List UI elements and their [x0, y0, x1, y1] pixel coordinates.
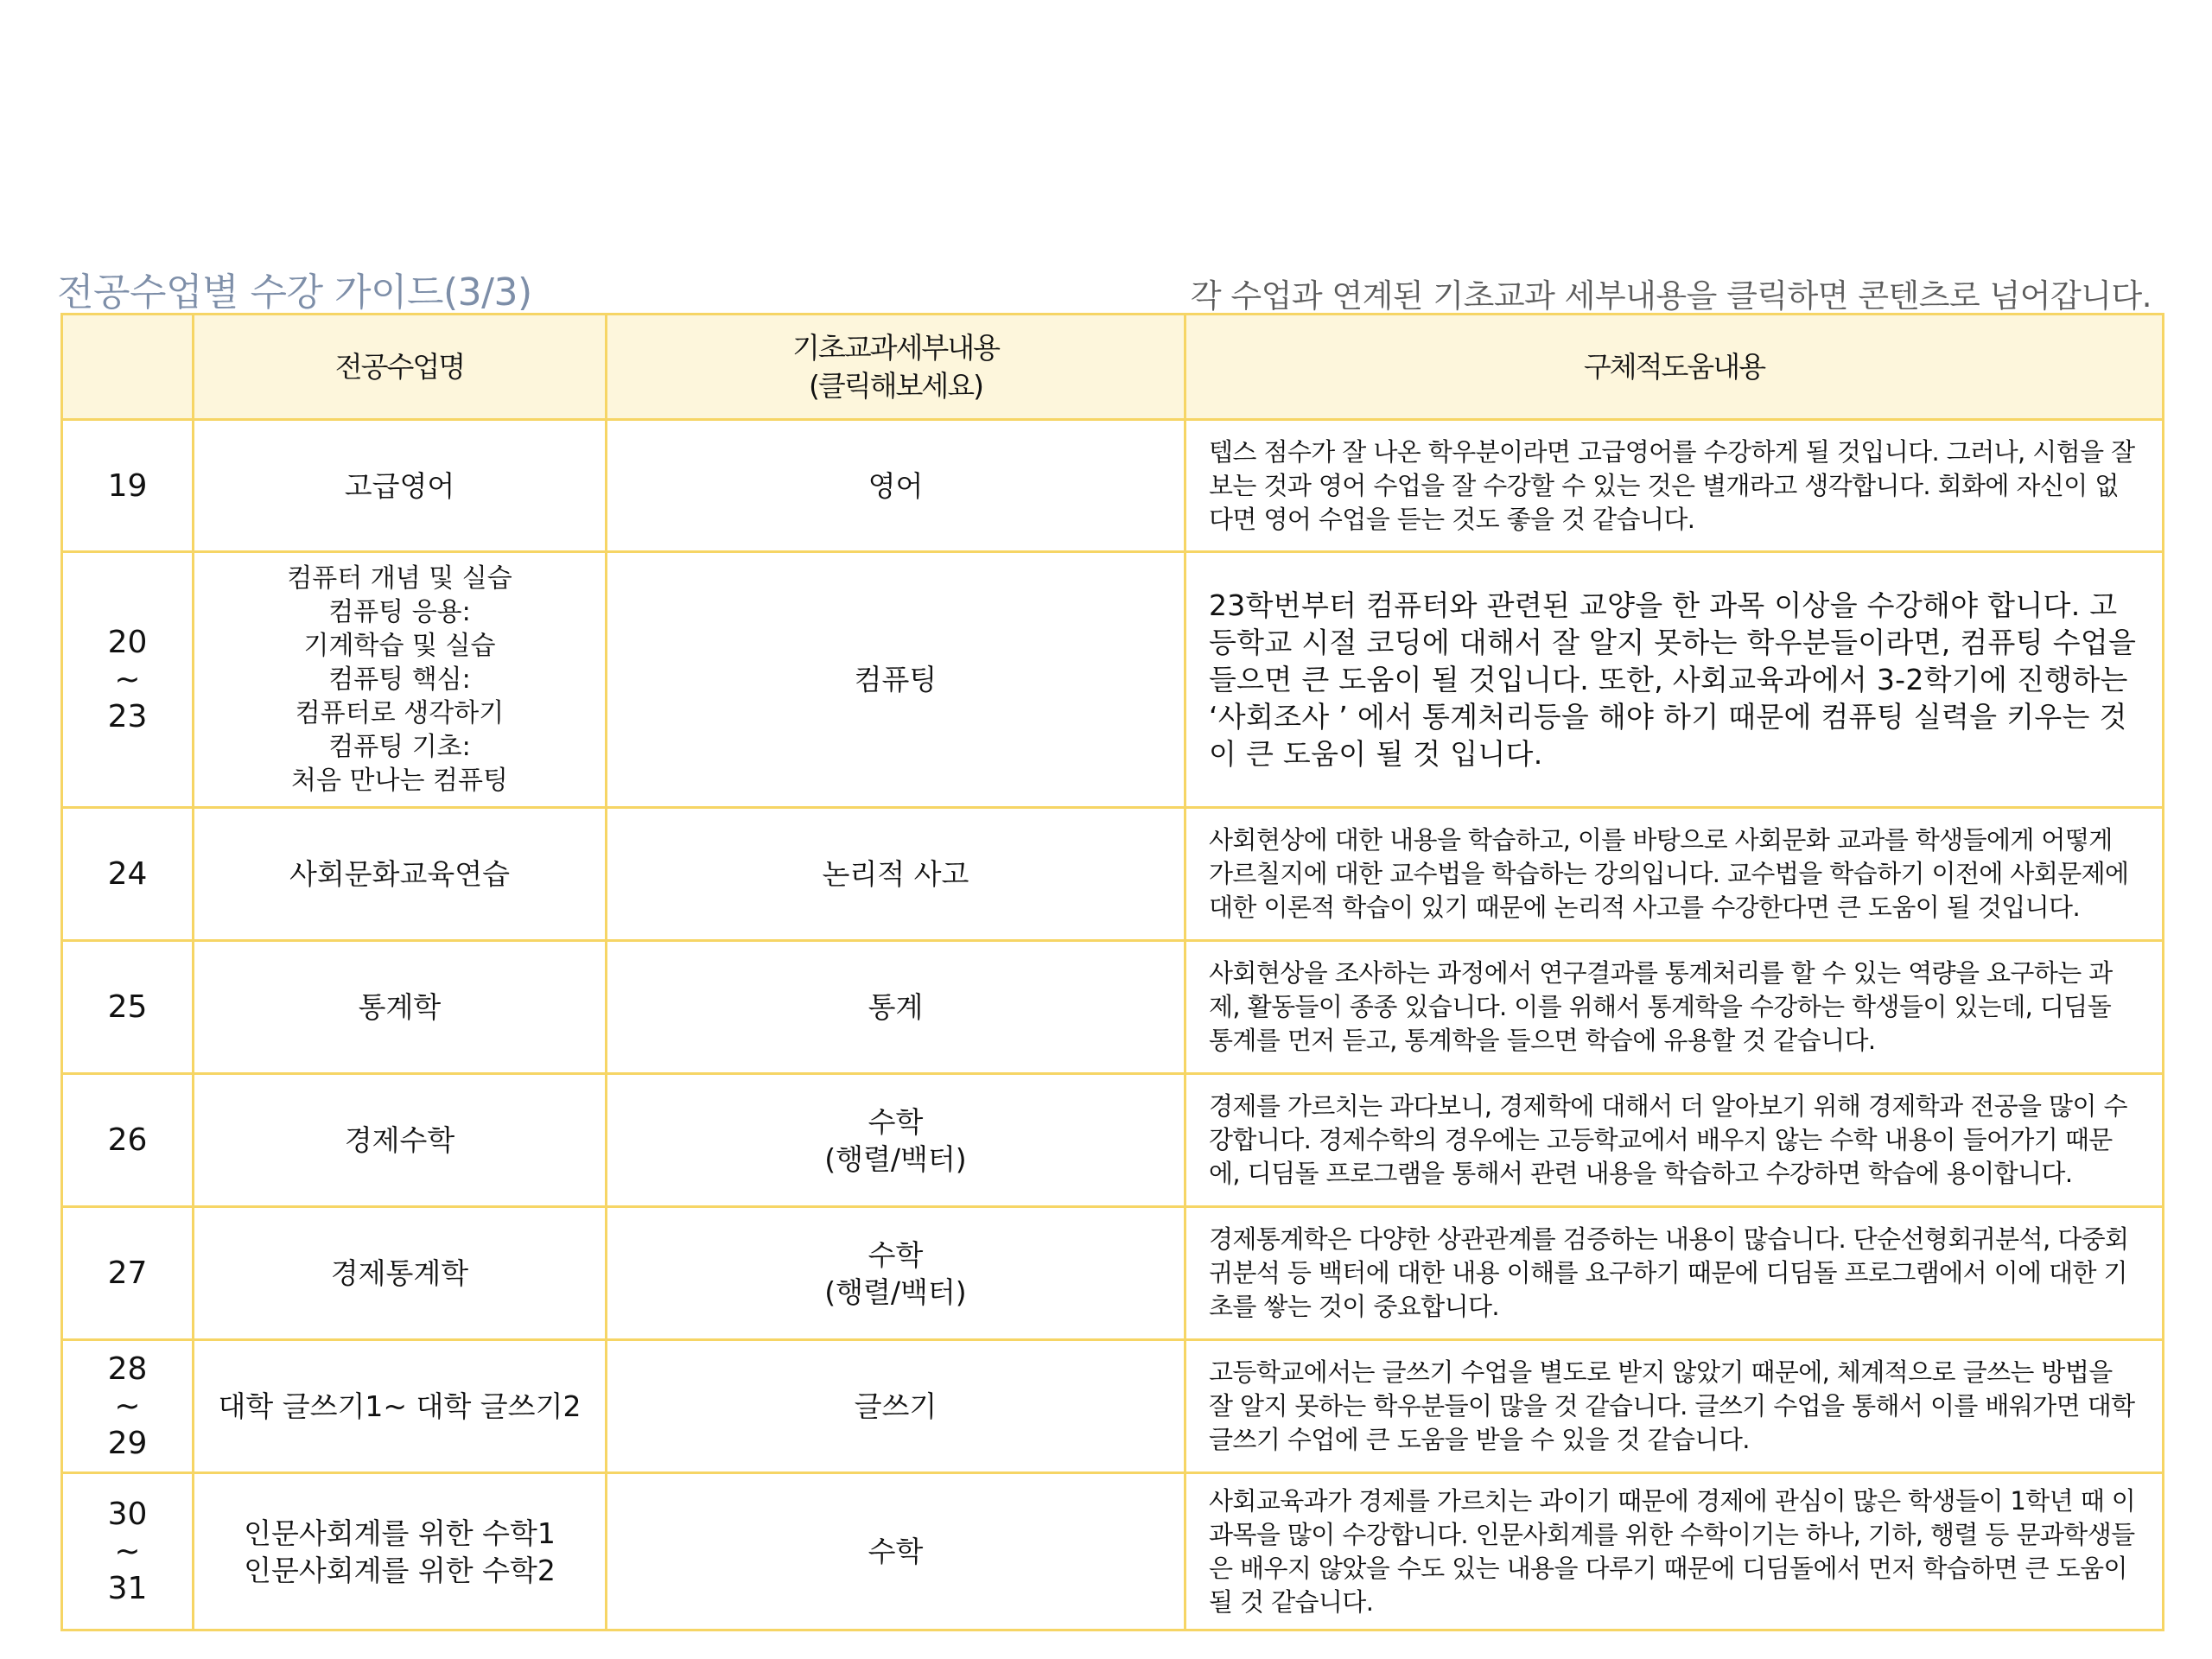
basic-content-link-line[interactable]: 통계 — [868, 990, 924, 1024]
course-name-line: 고급영어 — [344, 468, 455, 503]
course-name — [194, 1340, 607, 1473]
row-number-line: 27 — [107, 1255, 148, 1291]
header-basic-line1: 기초교과세부내용 — [791, 330, 1000, 365]
row-number-line: ~ — [114, 1389, 141, 1424]
course-name-line: 통계학 — [358, 990, 442, 1024]
row-number-line: 23 — [107, 699, 148, 734]
basic-content-link-line[interactable]: (행렬/백터) — [824, 1141, 967, 1176]
table-row — [62, 1340, 2164, 1473]
course-name — [194, 941, 607, 1074]
course-name-line: 처음 만나는 컴퓨팅 — [291, 766, 508, 796]
basic-content-link-line[interactable]: 수학 — [868, 1237, 924, 1272]
course-name — [194, 1074, 607, 1207]
basic-content-link-line[interactable]: 수학 — [868, 1535, 924, 1568]
row-number — [62, 420, 194, 552]
course-name-line: 기계학습 및 실습 — [303, 631, 496, 661]
header-course: 전공수업명 — [194, 315, 607, 420]
basic-content-link[interactable] — [607, 1473, 1185, 1630]
table-row — [62, 1207, 2164, 1340]
header-basic-content — [607, 315, 1185, 420]
row-number-line: 19 — [107, 467, 148, 504]
page-title: 전공수업별 수강 가이드(3/3) — [57, 270, 532, 315]
row-number — [62, 552, 194, 808]
table-row — [62, 941, 2164, 1074]
course-name-line: 컴퓨팅 핵심: — [328, 664, 471, 695]
basic-content-link[interactable] — [607, 941, 1185, 1074]
help-description: 고등학교에서는 글쓰기 수업을 별도로 받지 않았기 때문에, 체계적으로 글쓰는 방법을 잘 알지 못하는 학우분들이 많을 것 같습니다. 글쓰기 수업을 통해서 이를 배워가면 대학 글쓰기 수업에 큰 도움을 받을 수 있을 것 같습니다. — [1185, 1340, 2164, 1473]
course-name-line: 컴퓨팅 기초: — [328, 732, 471, 762]
row-number-line: 29 — [107, 1426, 148, 1461]
row-number-line: 31 — [107, 1571, 148, 1606]
table-row — [62, 808, 2164, 941]
basic-content-link[interactable] — [607, 1340, 1185, 1473]
basic-content-link[interactable] — [607, 1074, 1185, 1207]
course-name-line: 경제수학 — [344, 1123, 455, 1157]
help-description: 사회현상에 대한 내용을 학습하고, 이를 바탕으로 사회문화 교과를 학생들에게 어떻게 가르칠지에 대한 교수법을 학습하는 강의입니다. 교수법을 학습하기 이전에 사회문제에 대한 이론적 학습이 있기 때문에 논리적 사고를 수강한다면 큰 도움이 될 것입니다. — [1185, 808, 2164, 941]
course-name-line: 컴퓨터로 생각하기 — [295, 698, 505, 728]
row-number-line: 24 — [107, 856, 148, 892]
course-name-line: 인문사회계를 위한 수학2 — [244, 1553, 556, 1587]
help-description: 경제통계학은 다양한 상관관계를 검증하는 내용이 많습니다. 단순선형회귀분석, 다중회귀분석 등 백터에 대한 내용 이해를 요구하기 때문에 디딤돌 프로그램에서 이에 대한 기초를 쌓는 것이 중요합니다. — [1185, 1207, 2164, 1340]
course-name-line: 인문사회계를 위한 수학1 — [244, 1516, 556, 1550]
basic-content-link[interactable] — [607, 552, 1185, 808]
basic-content-link-line[interactable]: (행렬/백터) — [824, 1274, 967, 1309]
row-number-line: ~ — [114, 662, 141, 697]
basic-content-link[interactable] — [607, 1207, 1185, 1340]
table-header-row — [62, 315, 2164, 420]
basic-content-link-line[interactable]: 영어 — [868, 468, 924, 503]
table-row — [62, 1074, 2164, 1207]
basic-content-link-line[interactable]: 수학 — [868, 1104, 924, 1139]
row-number — [62, 1473, 194, 1630]
course-name — [194, 552, 607, 808]
help-description: 경제를 가르치는 과다보니, 경제학에 대해서 더 알아보기 위해 경제학과 전공을 많이 수강합니다. 경제수학의 경우에는 고등학교에서 배우지 않는 수학 내용이 들어가기 때문에, 디딤돌 프로그램을 통해서 관련 내용을 학습하고 수강하면 학습에 용이합니다. — [1185, 1074, 2164, 1207]
row-number — [62, 941, 194, 1074]
course-name — [194, 420, 607, 552]
row-number-line: ~ — [114, 1534, 141, 1569]
course-name — [194, 808, 607, 941]
row-number-line: 26 — [107, 1122, 148, 1158]
table-row — [62, 1473, 2164, 1630]
header-help: 구체적도움내용 — [1185, 315, 2164, 420]
course-name — [194, 1207, 607, 1340]
row-number — [62, 1074, 194, 1207]
course-name-line: 대학 글쓰기1~ 대학 글쓰기2 — [218, 1389, 582, 1423]
course-guide-table — [60, 313, 2164, 1631]
basic-content-link[interactable] — [607, 420, 1185, 552]
row-number — [62, 1340, 194, 1473]
table-row — [62, 420, 2164, 552]
row-number-line: 20 — [107, 625, 148, 660]
help-description: 사회현상을 조사하는 과정에서 연구결과를 통계처리를 할 수 있는 역량을 요구하는 과제, 활동들이 종종 있습니다. 이를 위해서 통계학을 수강하는 학생들이 있는데, 디딤돌 통계를 먼저 듣고, 통계학을 들으면 학습에 유용할 것 같습니다. — [1185, 941, 2164, 1074]
course-name-line: 사회문화교육연습 — [289, 857, 511, 891]
table-row — [62, 552, 2164, 808]
help-description: 23학번부터 컴퓨터와 관련된 교양을 한 과목 이상을 수강해야 합니다. 고등학교 시절 코딩에 대해서 잘 알지 못하는 학우분들이라면, 컴퓨팅 수업을 들으면 큰 도움이 될 것입니다. 또한, 사회교육과에서 3-2학기에 진행하는 ‘사회조사 ’ 에서 통계처리등을 해야 하기 때문에 컴퓨팅 실력을 키우는 것이 큰 도움이 될 것 입니다. — [1185, 552, 2164, 808]
basic-content-link-line[interactable]: 컴퓨팅 — [854, 663, 938, 696]
basic-content-link-line[interactable]: 논리적 사고 — [822, 857, 969, 891]
header-basic-line2: (클릭해보세요) — [808, 368, 983, 403]
row-number — [62, 1207, 194, 1340]
course-name-line: 컴퓨터 개념 및 실습 — [287, 563, 512, 594]
basic-content-link[interactable] — [607, 808, 1185, 941]
help-description: 텝스 점수가 잘 나온 학우분이라면 고급영어를 수강하게 될 것입니다. 그러나, 시험을 잘 보는 것과 영어 수업을 잘 수강할 수 있는 것은 별개라고 생각합니다. 회화에 자신이 없다면 영어 수업을 듣는 것도 좋을 것 같습니다. — [1185, 420, 2164, 552]
course-name — [194, 1473, 607, 1630]
row-number-line: 25 — [107, 989, 148, 1025]
course-name-line: 경제통계학 — [330, 1256, 469, 1290]
row-number-line: 28 — [107, 1351, 148, 1387]
help-description: 사회교육과가 경제를 가르치는 과이기 때문에 경제에 관심이 많은 학생들이 1학년 때 이 과목을 많이 수강합니다. 인문사회계를 위한 수학이기는 하나, 기하, 행렬 등 문과학생들은 배우지 않았을 수도 있는 내용을 다루기 때문에 디딤돌에서 먼저 학습하면 큰 도움이 될 것 같습니다. — [1185, 1473, 2164, 1630]
row-number — [62, 808, 194, 941]
page-subtitle: 각 수업과 연계된 기초교과 세부내용을 클릭하면 콘텐츠로 넘어갑니다. — [1190, 277, 2152, 315]
course-name-line: 컴퓨팅 응용: — [328, 597, 471, 627]
basic-content-link-line[interactable]: 글쓰기 — [854, 1389, 938, 1423]
header-number — [62, 315, 194, 420]
row-number-line: 30 — [107, 1497, 148, 1532]
